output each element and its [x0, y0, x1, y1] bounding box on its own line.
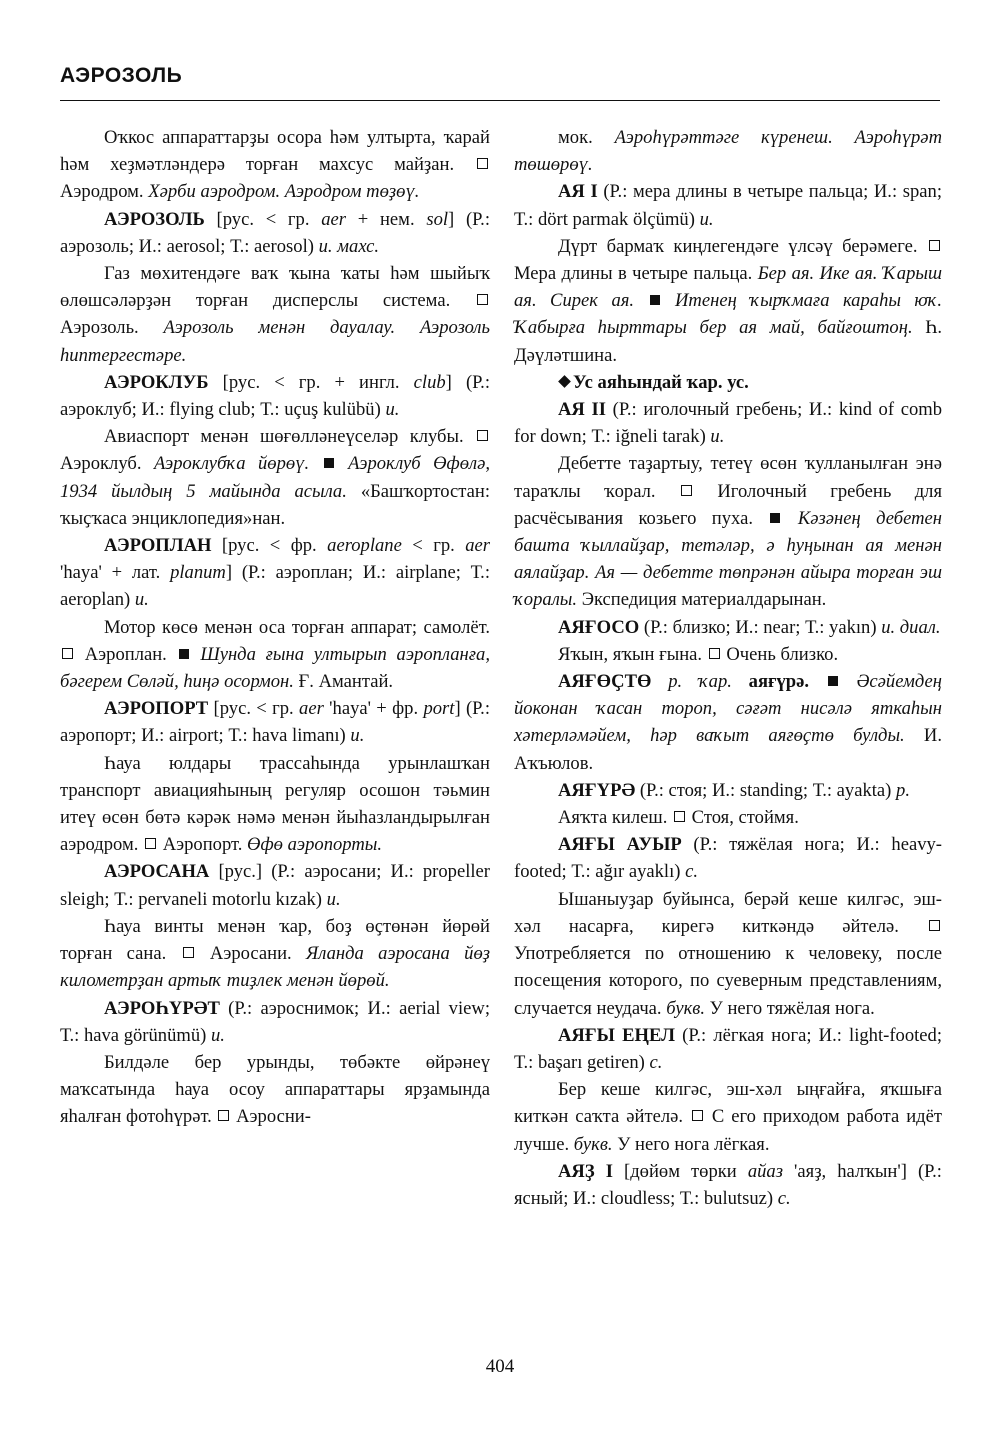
italic-text: и. — [710, 426, 725, 448]
dictionary-paragraph — [60, 1049, 490, 1131]
text-segment: 'аяҙ, һалҡын'] (Р.: ясный; И.: cloudless; Т.: bulutsuz) — [514, 1160, 942, 1209]
diamond-icon — [558, 375, 571, 388]
headword: АЭРОСАНА — [104, 861, 210, 883]
italic-text: р. — [896, 779, 910, 801]
text-segment: У него тяжёлая нога. — [705, 997, 875, 1019]
italic-text: и. — [699, 208, 714, 230]
text-segment — [191, 644, 201, 665]
dictionary-paragraph — [514, 614, 942, 641]
dictionary-paragraph — [60, 750, 490, 859]
text-segment: Стоя, стоймя. — [687, 807, 799, 829]
text-segment — [840, 671, 857, 692]
italic-text: aer — [465, 535, 490, 557]
text-segment: «Башҡортостан: ҡыҫҡаса энциклопедия»нан. — [60, 480, 490, 529]
dictionary-paragraph — [60, 858, 490, 912]
open-square-icon — [692, 1110, 703, 1121]
dictionary-paragraph — [514, 233, 942, 369]
dictionary-paragraph — [514, 178, 942, 232]
text-segment: Аэросни- — [231, 1106, 311, 1128]
text-segment: (Р.: иголочный гребень; И.: kind of comb for down; Т.: iğneli tarak) — [514, 399, 942, 448]
dictionary-paragraph — [514, 124, 942, 178]
open-square-icon — [218, 1110, 229, 1121]
text-segment: (Р.: стоя; И.: standing; Т.: ayakta) — [635, 779, 897, 801]
italic-text: Бер ая. Ике ая. Ҡарыш ая. Сирек ая. — [514, 263, 942, 312]
dictionary-paragraph — [514, 668, 942, 777]
text-segment: (Р.: лёгкая нога; И.: light-footed; Т.: başarı getiren) — [514, 1024, 943, 1073]
open-square-icon — [477, 158, 488, 169]
text-segment: Ғ. Амантай. — [293, 671, 394, 693]
italic-text: и. — [385, 399, 400, 421]
dictionary-paragraph — [514, 804, 942, 831]
italic-text: Аэроклуб Өфөлә, 1934 йылдың 5 майында асыла. — [60, 453, 491, 502]
headword: АЭРОҺҮРӘТ — [104, 997, 220, 1019]
text-segment: (Р.: мера длины в четыре пальца; И.: span; Т.: dört parmak ölçümü) — [514, 181, 942, 230]
dictionary-paragraph — [514, 1158, 942, 1212]
text-segment: Аэроклуб. — [60, 453, 154, 475]
text-segment: Дебетте таҙартыу, тетеү өсөн ҡулланылған энә тараҡлы ҡорал. — [514, 453, 942, 502]
italic-text: aeroplane — [327, 535, 402, 557]
italic-text: Итенең ҡырҡмаға караһы юҡ. Ҡабырға һырттары бер ая май, байғоштоң. — [514, 290, 942, 339]
dictionary-paragraph — [60, 995, 490, 1049]
open-square-icon — [183, 947, 194, 958]
text-segment: И. Аҡъюлов. — [514, 725, 942, 774]
text-segment: + нем. — [346, 208, 427, 230]
text-segment: ] (Р.: аэроплан; И.: airplane; Т.: aeroplan) — [60, 562, 490, 611]
text-segment: Аэрозоль. — [60, 317, 164, 339]
text-segment: Очень близко. — [721, 643, 839, 665]
dictionary-paragraph — [60, 124, 490, 206]
italic-text: Шунда ғына ултырып аэропланға, бәгерем Сөләй, һиңә осормон. — [60, 643, 490, 693]
italic-text: port — [423, 698, 455, 720]
headword: АЯҒЫ АУЫР — [558, 834, 682, 856]
italic-text: р. ҡар. — [668, 671, 732, 693]
italic-text: и. — [326, 888, 341, 910]
italic-text: айаз — [747, 1160, 783, 1182]
italic-text: и. — [350, 725, 365, 747]
text-segment — [732, 671, 749, 692]
text-segment: Авиаспорт менән шөғөлләнеүселәр клубы. — [104, 426, 475, 448]
text-segment: < гр. — [401, 535, 466, 557]
headword: АЯҒЫ ЕҢЕЛ — [558, 1024, 675, 1046]
italic-text: Аэроклубҡа йөрөү. — [153, 453, 310, 475]
dictionary-paragraph — [514, 369, 942, 396]
italic-text: и. махс. — [318, 235, 380, 257]
italic-text: Аэроһүрәттәге күренеш. Аэроһүрәт төшөрөү. — [514, 127, 942, 176]
dictionary-paragraph — [514, 1076, 942, 1158]
headword: АЯҒОСО — [558, 616, 640, 638]
text-segment: Ышаныуҙар буйынса, берәй кеше килгәс, эш-хәл насарға, кирегә киткәндә әйтелә. — [514, 888, 942, 937]
headword: АЯ I — [558, 181, 598, 203]
italic-text: sol — [426, 208, 449, 230]
filled-square-icon — [828, 676, 838, 686]
italic-text: Яланда аэросана йөҙ километрҙан артыҡ тиҙлек менән йөрөй. — [60, 943, 491, 992]
text-segment — [809, 671, 826, 692]
text-segment: (Р.: близко; И.: near; Т.: yakın) — [639, 616, 882, 638]
text-segment: С его приходом работа идёт лучше. — [514, 1106, 942, 1155]
dictionary-paragraph — [60, 369, 490, 423]
filled-square-icon — [324, 458, 334, 468]
text-segment: Аэродром. — [60, 181, 149, 203]
text-segment: Дүрт бармаҡ киңлегендәге үлсәү берәмеге. — [558, 235, 927, 257]
left-column — [60, 124, 490, 1131]
open-square-icon — [674, 811, 685, 822]
text-segment: [рус.] (Р.: аэросани; И.: propeller sleigh; Т.: pervaneli motorlu kızak) — [60, 861, 490, 910]
text-segment: Газ мөхитендәге ваҡ ҡына ҡаты һәм шыйыҡ өлөшсәләрҙән торған дисперслы система. — [60, 263, 490, 312]
text-segment: 'haya' + лат. — [60, 562, 171, 584]
open-square-icon — [929, 920, 940, 931]
text-segment: Мотор көсө менән оса торған аппарат; самолёт. — [104, 616, 490, 638]
text-segment — [309, 453, 322, 474]
text-segment: Билдәле бер урынды, төбәкте өйрәнеү маҡсатында һауа осоу аппараттары ярҙамында яһалған фотоһүрәт. — [60, 1051, 490, 1128]
header-rule — [60, 100, 940, 101]
text-segment: Һауа юлдары трассаһында урынлашҡан транспорт авиацияһының регуляр осошон тәьмин итеү өсөн бөтә кәрәк нәмә менән йыһазландырылған аэродром. — [60, 752, 490, 856]
text-segment — [651, 671, 668, 692]
open-square-icon — [477, 430, 488, 441]
open-square-icon — [929, 240, 940, 251]
headword: АЯ II — [558, 399, 606, 421]
italic-text: Хәрби аэродром. Аэродром төҙөү. — [148, 181, 420, 203]
italic-text: и. — [210, 1024, 225, 1046]
text-segment: ] (Р.: аэроклуб; И.: flying club; Т.: uçuş kulübü) — [60, 371, 490, 421]
dictionary-paragraph — [514, 396, 942, 450]
headword: АЯҒӨҪТӨ — [558, 671, 652, 693]
dictionary-paragraph — [60, 206, 490, 260]
italic-text: и. диал. — [881, 616, 941, 638]
text-segment: Употребляется по отношению к человеку, после посещения которого, по суеверным представлениям, случается неудача. — [514, 943, 942, 1019]
text-segment: Аэроплан. — [75, 643, 177, 665]
dictionary-paragraph — [60, 614, 490, 696]
text-segment: Һ. Дәүләтшина. — [514, 317, 942, 366]
headword: АЭРОЗОЛЬ — [104, 208, 205, 230]
dictionary-paragraph — [60, 913, 490, 995]
text-segment: Иголочный гребень для расчёсывания козьего пуха. — [514, 480, 942, 529]
dictionary-paragraph — [514, 831, 942, 885]
italic-text: букв. — [666, 997, 706, 1019]
text-segment — [782, 508, 797, 529]
text-segment: [рус. < гр. — [204, 208, 322, 230]
dictionary-paragraph — [514, 777, 942, 804]
text-segment: Экспедиция материалдарынан. — [577, 589, 827, 611]
italic-text: с. — [649, 1051, 663, 1073]
open-square-icon — [62, 648, 73, 659]
text-segment: Аяҡта килеш. — [558, 807, 673, 829]
text-segment: [рус. < гр. — [208, 698, 300, 720]
text-segment: ] (Р.: аэропорт; И.: airport; Т.: hava limanı) — [60, 698, 490, 747]
text-segment: Һауа винты менән ҡар, боҙ өҫтөнән йөрөй торған сана. — [60, 915, 490, 965]
text-segment — [634, 290, 647, 311]
text-segment: [дөйөм төрки — [612, 1160, 748, 1182]
italic-text: aer — [299, 698, 324, 720]
italic-text: Кәзәнең дебетен башта ҡыллайҙар, тетәләр, ә һуңынан ая менән аялайҙар. Ая — дебетте төпрәнән айыра торған эш ҡоралы. — [514, 507, 942, 611]
right-column — [514, 124, 942, 1212]
italic-text: с. — [777, 1187, 791, 1209]
headword: АЯҒҮРӘ — [558, 779, 636, 801]
text-segment — [336, 453, 349, 474]
italic-text: planum — [170, 562, 226, 584]
text-segment: (Р.: тяжёлая нога; И.: heavy-footed; Т.: ağır ayaklı) — [514, 834, 942, 883]
dictionary-paragraph — [514, 450, 942, 613]
headword: АЭРОКЛУБ — [104, 371, 209, 393]
text-segment: Аэропорт. — [158, 834, 248, 856]
text-segment: Оҡкос аппараттарҙы осора һәм ултырта, ҡарай һәм хеҙмәтләндерә торған махсус майҙан. — [60, 127, 490, 176]
dictionary-paragraph — [60, 532, 490, 614]
text-segment: ] (Р.: аэрозоль; И.: aerosol; Т.: aerosol) — [60, 208, 490, 257]
text-segment: Мера длины в четыре пальца. — [514, 263, 758, 285]
open-square-icon — [477, 294, 488, 305]
italic-text: букв. — [573, 1133, 613, 1155]
headword: АЯҘ I — [558, 1160, 613, 1182]
open-square-icon — [709, 648, 720, 659]
headword: АЭРОПЛАН — [104, 535, 212, 557]
filled-square-icon — [650, 295, 660, 305]
text-segment: мок. — [558, 127, 615, 148]
text-segment: [рус. < фр. — [211, 535, 328, 557]
text-segment: Аэросани. — [195, 943, 307, 965]
headword: Ус аяһындай ҡар. ус. — [573, 371, 749, 393]
italic-text: и. — [134, 589, 149, 611]
italic-text: club — [413, 371, 446, 393]
italic-text: Аэрозоль менән дауалау. Аэрозоль һиптергестәре. — [60, 317, 490, 366]
headword: АЭРОПОРТ — [104, 698, 209, 720]
italic-text: с. — [685, 861, 699, 883]
dictionary-paragraph — [514, 886, 942, 1022]
italic-text: Өфө аэропорты. — [247, 834, 383, 856]
open-square-icon — [681, 485, 692, 496]
filled-square-icon — [770, 513, 780, 523]
running-headword: АЭРОЗОЛЬ — [60, 64, 183, 87]
headword: аяғүрә. — [748, 671, 809, 693]
text-segment — [662, 290, 675, 311]
text-segment: (Р.: аэроснимок; И.: aerial view; Т.: hava görünümü) — [60, 997, 490, 1046]
text-segment: Яҡын, яҡын ғына. — [558, 643, 707, 665]
dictionary-paragraph — [514, 641, 942, 668]
text-segment: 'haya' + фр. — [323, 698, 424, 720]
dictionary-paragraph — [60, 695, 490, 749]
text-segment: У него нога лёгкая. — [612, 1133, 770, 1155]
page-number: 404 — [485, 1356, 515, 1377]
italic-text: aer — [321, 208, 347, 230]
text-segment: Бер кеше килгәс, эш-хәл ыңғайға, яҡшыға киткән саҡта әйтелә. — [514, 1079, 942, 1128]
italic-text: Әсәйемдең йоконан ҡасан тороп, сәғәт нисәлә яткаһын хәтерләмәйем, һәр ваҡыт аяғөҫтө булды. — [514, 671, 942, 747]
filled-square-icon — [179, 649, 189, 659]
dictionary-paragraph — [60, 260, 490, 369]
dictionary-paragraph — [514, 1022, 942, 1076]
dictionary-paragraph — [60, 423, 490, 532]
text-segment: [рус. < гр. + ингл. — [208, 371, 414, 393]
open-square-icon — [145, 838, 156, 849]
page-header — [60, 64, 940, 88]
